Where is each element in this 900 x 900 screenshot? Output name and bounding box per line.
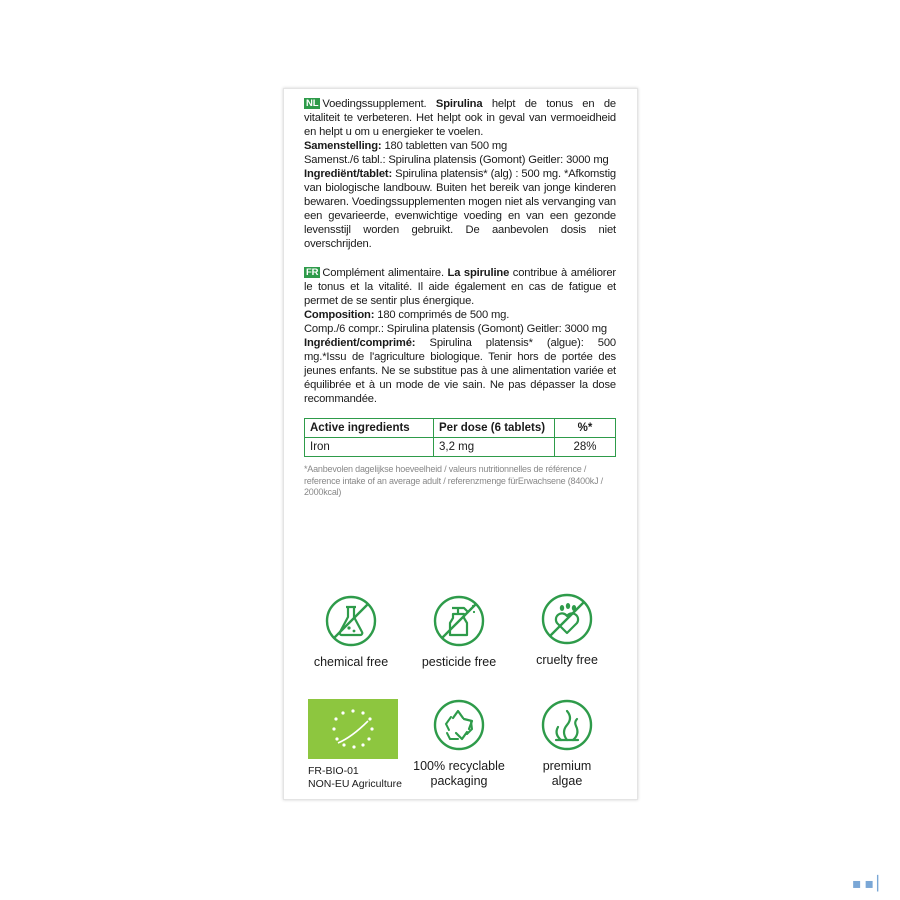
eu-organic-leaf-logo <box>308 699 398 759</box>
premium-algae-badge: premium algae <box>517 699 617 789</box>
eu-leaf-icon <box>308 699 398 759</box>
spray-bottle-icon <box>433 595 485 647</box>
table-header-row <box>305 419 616 438</box>
nl-description: NL Voedingssupplement. Spirulina helpt de tonus en de vitaliteit te verbeteren. Het helpt ook in geval van vermoeidheid en helpt u om u energieker te voelen. Samenstelling: 180 tabletten van 500 mg Samenst./6 tabl.: Spirulina platensis (Gomont) Geitler: 3000 mg Ingrediënt/tablet: Spirulina platensis* (alg) : 500 mg. *Afkomstig van biologische landbouw. Buiten het bereik van jonge kinderen bewaren. Voedingssupplementen mogen niet als vervanging van een gevarieerde, evenwichtige voeding en van een gezonde levensstijl worden gebruikt. De aanbevolen dosis niet overschrijden. <box>304 98 616 250</box>
algae-icon <box>541 699 593 751</box>
fr-language-tag: FR <box>306 267 319 278</box>
fr-description: FR Complément alimentaire. La spiruline contribue à améliorer le tonus et la vitalité. Il aide également en cas de fatigue et permet de se sentir plus énergique. Composition: 180 comprimés de 500 mg. Comp./6 compr.: Spirulina platensis (Gomont) Geitler: 3000 mg Ingrédient/comprimé: Spirulina platensis* (algue): 500 mg.*Issu de l'agriculture biologique. Tenir hors de portée des jeunes enfants. Ne se substitue pas à une alimentation variée et équilibrée et à un mode de vie sain. Ne pas dépasser la dose recommandée. <box>304 267 616 405</box>
table-header-cell: %* <box>555 419 616 438</box>
chemical-free-badge: chemical free <box>301 595 401 670</box>
recycle-icon <box>433 699 485 751</box>
table-header-cell: Active ingredients <box>305 419 434 438</box>
table-header-cell: Per dose (6 tablets) <box>434 419 555 438</box>
table-row <box>305 438 616 457</box>
pesticide-free-badge: pesticide free <box>409 595 509 670</box>
nl-language-tag: NL <box>306 98 319 109</box>
pharmacy-watermark-icon: ▪▪▏ <box>852 876 891 892</box>
table-cell: 3,2 mg <box>434 438 555 457</box>
paw-heart-icon <box>541 593 593 645</box>
reference-footnote: *Aanbevolen dagelijkse hoeveelheid / valeurs nutritionnelles de référence / reference intake of an average adult / referenzmenge fürErwachsene (8400kJ / 2000kcal) <box>304 464 603 497</box>
active-ingredients-table <box>304 418 616 457</box>
product-back-panel <box>283 88 638 800</box>
table-cell: Iron <box>305 438 434 457</box>
flask-icon <box>325 595 377 647</box>
recyclable-packaging-badge: 100% recyclable packaging <box>409 699 509 789</box>
table-cell: 28% <box>555 438 616 457</box>
eu-certification-text: FR-BIO-01 NON-EU Agriculture <box>308 765 402 790</box>
cruelty-free-badge: cruelty free <box>517 593 617 668</box>
